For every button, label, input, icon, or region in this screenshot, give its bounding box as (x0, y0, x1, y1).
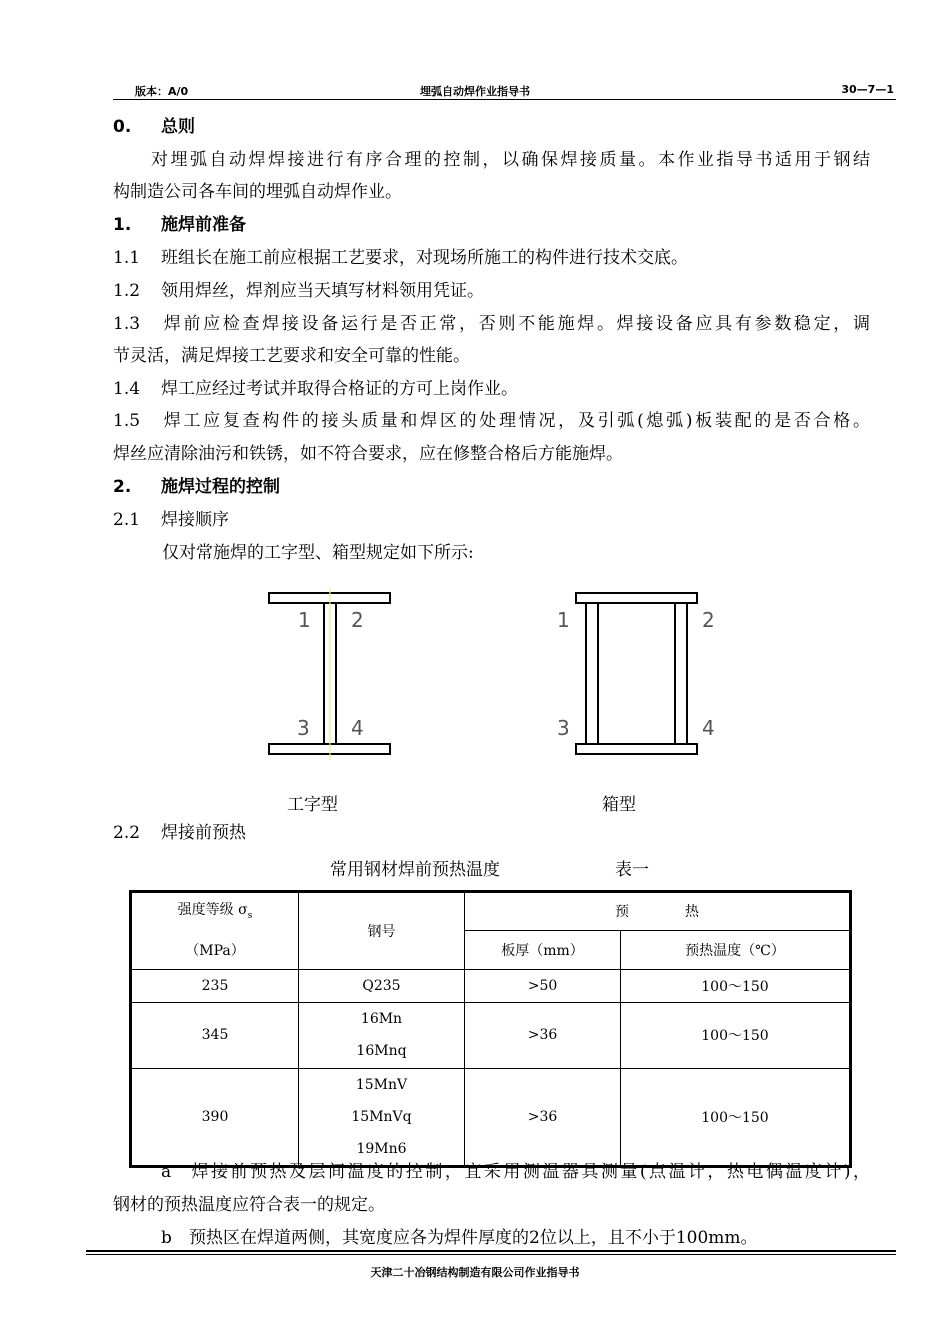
item-1-5-continued: 焊丝应清除油污和铁锈，如不符合要求，应在修整合格后方能施焊。 (113, 444, 623, 464)
item-2-2: 2.2 焊接前预热 (113, 823, 246, 843)
cell-temperature: 100～150 (621, 1068, 851, 1166)
item-2-1: 2.1 焊接顺序 (113, 510, 229, 530)
table-caption: 常用钢材焊前预热温度 (330, 860, 500, 880)
cell-steel: 16Mn 16Mnq (299, 1002, 465, 1068)
header-strength-unit: （MPa） (185, 942, 245, 959)
cell-thickness: >50 (465, 969, 621, 1002)
i-beam-caption: 工字型 (287, 795, 338, 815)
header-preheat: 预 热 (465, 892, 851, 931)
box-beam-figure (576, 593, 697, 754)
note-b: b 预热区在焊道两侧，其宽度应各为焊件厚度的2位以上，且不小于100mm。 (161, 1228, 758, 1248)
header-strength: 强度等级 σ (177, 902, 248, 918)
note-a: a 焊接前预热及层间温度的控制，宜采用测温器具测量(点温计，热电偶温度计)， (161, 1162, 870, 1182)
header-temperature: 预热温度（℃） (621, 930, 851, 969)
section-0-paragraph-line1: 对埋弧自动焊焊接进行有序合理的控制，以确保焊接质量。本作业指导书适用于钢结 (151, 150, 870, 170)
table-row (131, 1002, 851, 1068)
header-doc-number: 30—7—1 (841, 83, 894, 96)
box-beam-label-4: 4 (702, 716, 715, 740)
footer-company: 天津二十冶钢结构制造有限公司作业指导书 (370, 1266, 580, 1279)
box-beam-left-web (586, 603, 598, 744)
header-strength-cell (131, 892, 299, 970)
header-title: 埋弧自动焊作业指导书 (420, 85, 530, 98)
cell-strength: 235 (131, 969, 299, 1002)
cell-temperature: 100～150 (621, 969, 851, 1002)
header-thickness: 板厚（mm） (465, 930, 621, 969)
note-a-continued: 钢材的预热温度应符合表一的规定。 (113, 1195, 385, 1215)
box-beam-right-web (675, 603, 687, 744)
item-1-4: 1.4 焊工应经过考试并取得合格证的方可上岗作业。 (113, 379, 518, 399)
footer-rule-thin (86, 1254, 896, 1255)
item-1-2: 1.2 领用焊丝，焊剂应当天填写材料领用凭证。 (113, 281, 484, 301)
section-0-paragraph-line2: 构制造公司各车间的埋弧自动焊作业。 (113, 182, 402, 202)
table-row (131, 969, 851, 1002)
item-1-3: 1.3 焊前应检查焊接设备运行是否正常，否则不能施焊。焊接设备应具有参数稳定，调 (113, 314, 870, 334)
box-beam-top-flange (576, 593, 697, 603)
cell-steel: Q235 (299, 969, 465, 1002)
preheat-table (129, 890, 852, 1168)
section-1-heading: 1. 施焊前准备 (113, 215, 246, 235)
section-2-heading: 2. 施焊过程的控制 (113, 477, 280, 497)
box-beam-label-1: 1 (557, 608, 570, 632)
footer-rule-thick (86, 1250, 896, 1252)
cell-temperature: 100～150 (621, 1002, 851, 1068)
welding-sequence-diagram (0, 580, 950, 770)
header-rule (113, 99, 896, 100)
i-beam-label-4: 4 (351, 716, 364, 740)
table-number: 表一 (615, 860, 649, 880)
section-0-heading: 0. 总则 (113, 117, 195, 137)
cell-strength: 390 (131, 1068, 299, 1166)
item-1-3-continued: 节灵活，满足焊接工艺要求和安全可靠的性能。 (113, 346, 470, 366)
header-strength-subscript: s (247, 910, 253, 921)
box-beam-label-3: 3 (557, 716, 570, 740)
item-2-1-text: 仅对常施焊的工字型、箱型规定如下所示: (162, 543, 474, 563)
header-version: 版本：A/0 (135, 85, 189, 98)
box-beam-bottom-flange (576, 744, 697, 754)
table-row (131, 1068, 851, 1166)
box-beam-label-2: 2 (702, 608, 715, 632)
i-beam-label-1: 1 (298, 608, 311, 632)
box-beam-caption: 箱型 (602, 795, 636, 815)
item-1-1: 1.1 班组长在施工前应根据工艺要求，对现场所施工的构件进行技术交底。 (113, 248, 688, 268)
item-1-5: 1.5 焊工应复查构件的接头质量和焊区的处理情况，及引弧(熄弧)板装配的是否合格。 (113, 411, 870, 431)
cell-steel: 15MnV 15MnVq 19Mn6 (299, 1068, 465, 1166)
cell-thickness: >36 (465, 1002, 621, 1068)
i-beam-label-3: 3 (297, 716, 310, 740)
header-steel: 钢号 (299, 892, 465, 970)
cell-thickness: >36 (465, 1068, 621, 1166)
cell-strength: 345 (131, 1002, 299, 1068)
i-beam-label-2: 2 (351, 608, 364, 632)
